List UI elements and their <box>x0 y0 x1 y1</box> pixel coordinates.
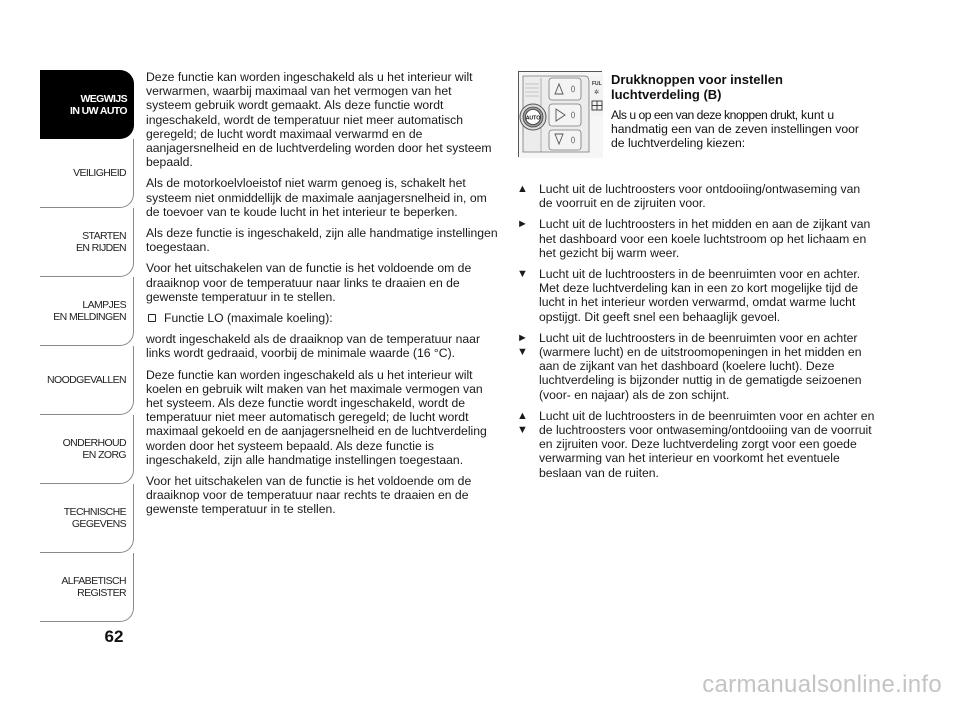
checkbox-icon <box>148 314 156 322</box>
list-item <box>515 182 875 210</box>
list-item-text: Lucht uit de luchtroosters in het midden en aan de zijkant van het dashboard voor een koele luchtstroom op het lichaam en het gezicht bij warm weer. <box>539 217 871 260</box>
paragraph: Als de motorkoelvloeistof niet warm genoeg is, schakelt het systeem niet onmiddellijk de maximale aanjagersnelheid in, om de toevoer van te koude lucht in het interieur te beperken. <box>146 176 487 219</box>
tab-lampjes[interactable]: LAMPJES EN MELDINGEN <box>40 277 134 346</box>
list-item <box>515 331 875 402</box>
list-item <box>515 217 875 260</box>
distribution-symbol <box>515 217 539 260</box>
section-heading-block <box>611 72 873 151</box>
arrow-down-icon: ▼ <box>517 346 528 359</box>
left-column <box>146 70 498 524</box>
arrow-right-icon: ► <box>517 218 528 231</box>
lo-function-title: Functie LO (maximale koeling): <box>164 311 333 326</box>
distribution-symbol <box>515 267 539 324</box>
tab-veiligheid[interactable]: VEILIGHEID <box>40 139 134 208</box>
intro-paragraph <box>611 108 873 151</box>
section-tabs <box>40 70 134 622</box>
list-item-text: Lucht uit de luchtroosters voor ontdooiing/ontwaseming van de voorruit en de zijruiten voor. <box>539 182 861 211</box>
list-item-text: Lucht uit de luchtroosters in de beenruimten voor en achter (warmere lucht) en de uitstroomopeningen in het midden en aan de zijkant van het dashboard (koelere lucht). Deze luchtverdeling is bijzonder nuttig in de gematigde seizoenen (voor- en najaar) als de zon schijnt. <box>539 330 862 402</box>
list-item <box>515 267 875 324</box>
distribution-symbol <box>515 331 539 402</box>
tab-onderhoud[interactable]: ONDERHOUD EN ZORG <box>40 415 134 484</box>
intro-lead: Als u op een van deze knoppen drukt, <box>611 108 798 122</box>
paragraph: Voor het uitschakelen van de functie is het voldoende om de draaiknop voor de temperatuur naar rechts te draaien en de gewenste temperatuur in te stellen. <box>146 474 472 517</box>
intro-rest: kunt u handmatig een van de zeven instellingen voor de luchtverdeling kiezen: <box>611 108 859 151</box>
tab-technische[interactable]: TECHNISCHE GEGEVENS <box>40 484 134 553</box>
tab-noodgevallen[interactable]: NOODGEVALLEN <box>40 346 134 415</box>
paragraph: Voor het uitschakelen van de functie is het voldoende om de draaiknop voor de temperatuur naar links te draaien en de gewenste temperatuur in te stellen. <box>146 261 472 304</box>
arrow-up-icon: ▲ <box>517 183 528 195</box>
arrow-up-icon: ▲ <box>517 409 528 422</box>
tab-wegwijs[interactable]: WEGWIJS IN UW AUTO <box>40 70 134 139</box>
list-item-text: Lucht uit de luchtroosters in de beenruimten voor en achter. Met deze luchtverdeling kan in een zo kort mogelijke tijd de lucht in het interieur worden verwarmd, omdat warme lucht opstijgt. Dit geeft snel een behaaglijk gevoel. <box>539 267 861 324</box>
paragraph: Deze functie kan worden ingeschakeld als u het interieur wilt koelen en gebruik wilt maken van het maximale vermogen van het systeem. Als deze functie wordt ingeschakeld, wordt de temperatuur niet meer automatisch geregeld; de lucht wordt maximaal gekoeld en de aanjagersnelheid en de luchtverdeling worden door het systeem bepaald. Als deze functie is ingeschakeld, zijn alle handmatige instellingen toegestaan. <box>146 367 487 467</box>
list-item-text: Lucht uit de luchtroosters in de beenruimten voor en achter en de luchtroosters voor ontwaseming/ontdooiing van de voorruit en zijruiten voor. Deze luchtverdeling zorgt voor een goede verwarming van het interieur en voorkomt het eventuele beslaan van de ruiten. <box>539 408 875 480</box>
distribution-symbol <box>515 409 539 480</box>
paragraph: Deze functie kan worden ingeschakeld als u het interieur wilt verwarmen, waarbij maximaal van het vermogen van het systeem gebruik wordt gemaakt. Als deze functie wordt ingeschakeld, wordt de temperatuur niet meer automatisch geregeld; de lucht wordt maximaal verwarmd en de aanjagersnelheid en de luchtverdeling worden door het systeem bepaald. <box>146 70 492 170</box>
arrow-down-icon: ▼ <box>517 268 528 281</box>
page-number: 62 <box>104 627 124 646</box>
ful-label: FUL <box>592 81 602 87</box>
control-panel-graphic <box>519 72 603 158</box>
lo-function-heading <box>146 311 498 325</box>
arrow-right-icon: ► <box>517 331 528 344</box>
paragraph: wordt ingeschakeld als de draaiknop van de temperatuur naar links wordt gedraaid, voorbij de minimale waarde (16 °C). <box>146 332 481 361</box>
distribution-symbol <box>515 182 539 210</box>
arrow-down-icon: ▼ <box>517 424 528 437</box>
tab-starten[interactable]: STARTEN EN RIJDEN <box>40 208 134 277</box>
air-distribution-panel-illustration <box>518 71 602 157</box>
watermark: carmanualsonline.info <box>702 671 942 698</box>
tab-alfabetisch[interactable]: ALFABETISCH REGISTER <box>40 553 134 622</box>
paragraph: Als deze functie is ingeschakeld, zijn alle handmatige instellingen toegestaan. <box>146 226 498 255</box>
section-heading: Drukknoppen voor instellen luchtverdeling (B) <box>611 72 783 102</box>
auto-button-label: AUTO <box>525 115 541 122</box>
fan-icon: ✲ <box>594 89 600 96</box>
right-column <box>515 182 875 487</box>
list-item <box>515 409 875 480</box>
